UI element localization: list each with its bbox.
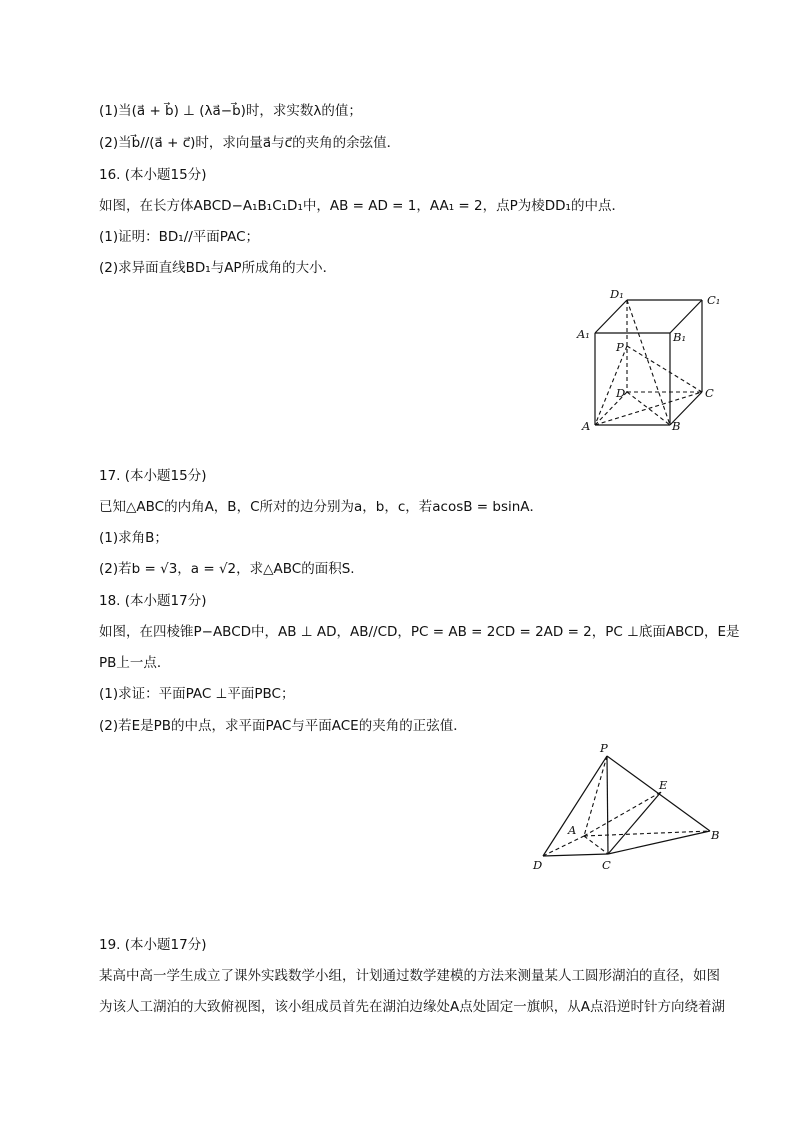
label-d1: D₁ bbox=[610, 287, 624, 301]
q17-part1: (1)求角B； bbox=[99, 530, 168, 546]
edge-pc bbox=[607, 756, 608, 854]
edge-dc bbox=[543, 854, 608, 856]
q16-cuboid-figure bbox=[560, 282, 740, 440]
q18-header: 18. (本小题17分) bbox=[99, 593, 207, 609]
edge-a1d1 bbox=[595, 300, 627, 333]
edge-pa bbox=[584, 756, 607, 836]
q16-part1: (1)证明：BD₁//平面PAC； bbox=[99, 229, 259, 245]
q16-part2: (2)求异面直线BD₁与AP所成角的大小． bbox=[99, 260, 337, 276]
label-a: A bbox=[582, 419, 591, 433]
label-p: P bbox=[616, 340, 624, 354]
label-c: C bbox=[602, 858, 611, 872]
q19-line1: 某高中高一学生成立了课外实践数学小组，计划通过数学建模的方法来测量某人工圆形湖泊的直径，如图 bbox=[99, 968, 720, 984]
segment-ae bbox=[584, 792, 661, 836]
q18-part2: (2)若E是PB的中点，求平面PAC与平面ACE的夹角的正弦值． bbox=[99, 718, 467, 734]
q18-stem-line2: PB上一点． bbox=[99, 655, 171, 671]
q15-part2: (2)当b⃗//(a⃗ + c⃗)时，求向量a⃗与c⃗的夹角的余弦值． bbox=[99, 135, 401, 151]
label-e: E bbox=[659, 778, 668, 792]
segment-pc bbox=[627, 346, 702, 392]
label-b1: B₁ bbox=[673, 330, 687, 344]
label-a: A bbox=[568, 823, 577, 837]
q16-stem: 如图，在长方体ABCD−A₁B₁C₁D₁中，AB = AD = 1，AA₁ = 2，点P为棱DD₁的中点． bbox=[99, 198, 625, 214]
q19-header: 19. (本小题17分) bbox=[99, 937, 207, 953]
segment-ce bbox=[608, 792, 661, 854]
label-a1: A₁ bbox=[577, 327, 590, 341]
label-c: C bbox=[705, 386, 714, 400]
label-d: D bbox=[533, 858, 543, 872]
q17-stem: 已知△ABC的内角A，B，C所对的边分别为a，b，c，若acosB = bsinA． bbox=[99, 499, 544, 515]
label-b: B bbox=[672, 419, 681, 433]
q16-header: 16. (本小题15分) bbox=[99, 167, 207, 183]
label-p: P bbox=[600, 741, 608, 755]
label-c1: C₁ bbox=[707, 293, 721, 307]
segment-bd1 bbox=[627, 300, 670, 425]
q18-part1: (1)求证：平面PAC ⊥平面PBC； bbox=[99, 686, 295, 702]
q19-line2: 为该人工湖泊的大致俯视图，该小组成员首先在湖泊边缘处A点处固定一旗帜，从A点沿逆时针方向绕着湖 bbox=[99, 999, 725, 1015]
q17-part2: (2)若b = √3，a = √2，求△ABC的面积S. bbox=[99, 561, 355, 577]
q18-stem-line1: 如图，在四棱锥P−ABCD中，AB ⊥ AD，AB//CD，PC = AB = 2CD = 2AD = 2，PC ⊥底面ABCD，E是 bbox=[99, 624, 740, 640]
edge-cb bbox=[608, 831, 710, 854]
label-b: B bbox=[711, 828, 720, 842]
label-d: D bbox=[616, 386, 626, 400]
segment-db bbox=[627, 392, 670, 425]
q17-header: 17. (本小题15分) bbox=[99, 468, 207, 484]
edge-b1c1 bbox=[670, 300, 702, 333]
segment-ac bbox=[584, 836, 608, 854]
q18-pyramid-figure bbox=[528, 738, 728, 876]
q15-part1: (1)当(a⃗ + b⃗) ⊥ (λa⃗−b⃗)时，求实数λ的值； bbox=[99, 103, 362, 119]
